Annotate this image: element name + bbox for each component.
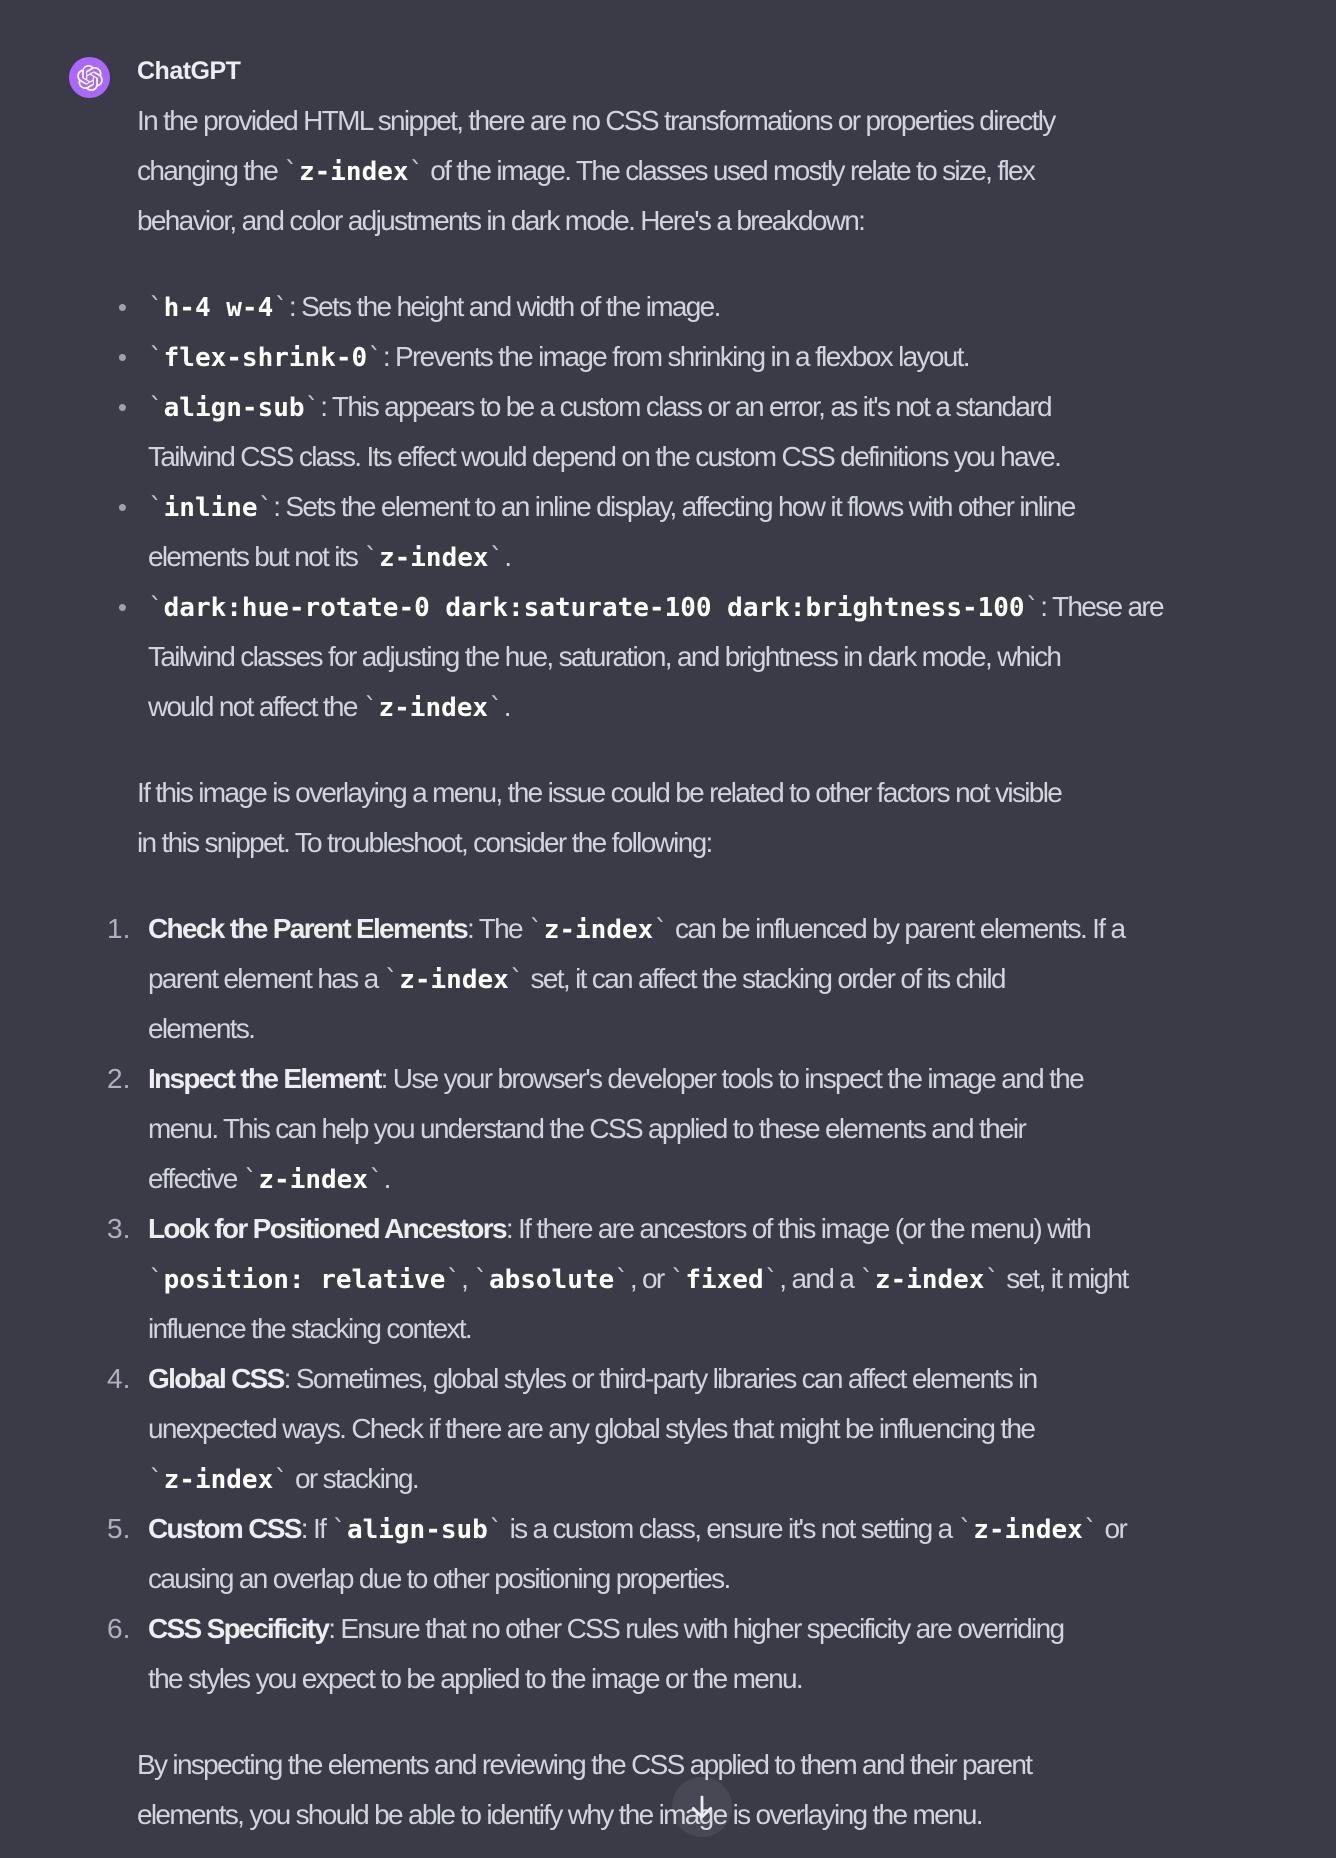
inline-code: `z-index` [283, 157, 425, 187]
message-line: changing the `z-index` of the image. The classes used mostly relate to size, flex [137, 155, 1035, 187]
message-line: By inspecting the elements and reviewing the CSS applied to them and their parent [137, 1749, 1032, 1780]
list-number: 6. [107, 1613, 131, 1644]
message-line: unexpected ways. Check if there are any global styles that might be influencing the [148, 1413, 1035, 1444]
bold-text: Global CSS [148, 1363, 284, 1394]
message-line: `position: relative`, `absolute`, or `fixed`, and a `z-index` set, it might [148, 1263, 1128, 1295]
message-line: `flex-shrink-0`: Prevents the image from shrinking in a flexbox layout. [148, 341, 969, 373]
bold-text: Inspect the Element [148, 1063, 381, 1094]
bullet-icon: • [117, 392, 127, 422]
bold-text: CSS Specificity [148, 1613, 329, 1644]
list-item [107, 1054, 1287, 1204]
list-item [107, 904, 1287, 1054]
inline-code: `z-index` [363, 543, 505, 573]
message-line: elements. [148, 1013, 255, 1044]
inline-code: `z-index` [242, 1165, 384, 1195]
inline-code: `position: relative` [148, 1265, 462, 1295]
chatgpt-avatar [69, 57, 110, 98]
message-line: If this image is overlaying a menu, the issue could be related to other factors not visible [137, 777, 1062, 808]
list-item [117, 482, 1287, 582]
inline-code: `z-index` [148, 1465, 289, 1495]
message-line: behavior, and color adjustments in dark mode. Here's a breakdown: [137, 205, 865, 236]
message-body [107, 96, 1287, 1840]
message-line: Check the Parent Elements: The `z-index` can be influenced by parent elements. If a [148, 913, 1125, 945]
inline-code: `flex-shrink-0` [148, 343, 383, 373]
inline-code: `align-sub` [331, 1515, 504, 1545]
message-line: Tailwind classes for adjusting the hue, saturation, and brightness in dark mode, which [148, 641, 1061, 672]
inline-code: `z-index` [859, 1265, 1001, 1295]
message-line: effective `z-index`. [148, 1163, 390, 1195]
inline-code: `z-index` [362, 693, 504, 723]
message-line: `dark:hue-rotate-0 dark:saturate-100 dark:brightness-100`: These are [148, 591, 1163, 623]
bullet-icon: • [117, 292, 127, 322]
bold-text: Custom CSS [148, 1513, 301, 1544]
inline-code: `align-sub` [148, 393, 321, 423]
bullet-icon: • [117, 342, 127, 372]
message-line: the styles you expect to be applied to the image or the menu. [148, 1663, 802, 1694]
list-item [117, 382, 1287, 482]
message-line: menu. This can help you understand the CSS applied to these elements and their [148, 1113, 1026, 1144]
message-line: causing an overlap due to other positioning properties. [148, 1563, 730, 1594]
list-number: 5. [107, 1513, 131, 1544]
message-line: `z-index` or stacking. [148, 1463, 419, 1495]
list-number: 2. [107, 1063, 131, 1094]
bullet-icon: • [117, 492, 127, 522]
inline-code: `z-index` [383, 965, 525, 995]
list-item [107, 1204, 1287, 1354]
message-line: Custom CSS: If `align-sub` is a custom class, ensure it's not setting a `z-index` or [148, 1513, 1127, 1545]
inline-code: `inline` [148, 493, 274, 523]
bold-text: Look for Positioned Ancestors [148, 1213, 506, 1244]
message-line: parent element has a `z-index` set, it can affect the stacking order of its child [148, 963, 1005, 995]
list-number: 3. [107, 1213, 131, 1244]
message-line: CSS Specificity: Ensure that no other CSS rules with higher specificity are overriding [148, 1613, 1064, 1644]
inline-code: `absolute` [473, 1265, 630, 1295]
message-line: In the provided HTML snippet, there are no CSS transformations or properties directly [137, 105, 1055, 136]
bold-text: Check the Parent Elements [148, 913, 468, 944]
inline-code: `dark:hue-rotate-0 dark:saturate-100 dark:brightness-100` [148, 593, 1041, 623]
list-item [117, 282, 1287, 332]
message-line: `inline`: Sets the element to an inline display, affecting how it flows with other inline [148, 491, 1075, 523]
message-line: Inspect the Element: Use your browser's developer tools to inspect the image and the [148, 1063, 1083, 1094]
list-item [107, 1504, 1287, 1604]
bullet-icon: • [117, 592, 127, 622]
bullet-list [117, 282, 1287, 732]
list-item [117, 582, 1287, 732]
paragraph [137, 96, 1287, 246]
paragraph [137, 768, 1287, 868]
message-line: would not affect the `z-index`. [148, 691, 510, 723]
message-line: influence the stacking context. [148, 1313, 472, 1344]
message-line: in this snippet. To troubleshoot, consider the following: [137, 827, 712, 858]
inline-code: `fixed` [669, 1265, 780, 1295]
list-number: 4. [107, 1363, 131, 1394]
list-item [117, 332, 1287, 382]
assistant-name: ChatGPT [137, 57, 241, 85]
message-line: Global CSS: Sometimes, global styles or third-party libraries can affect elements in [148, 1363, 1037, 1394]
list-item [107, 1604, 1287, 1704]
list-item [107, 1354, 1287, 1504]
message-line: elements, you should be able to identify why the image is overlaying the menu. [137, 1799, 982, 1830]
message-line: Tailwind CSS class. Its effect would depend on the custom CSS definitions you have. [148, 441, 1061, 472]
message-line: elements but not its `z-index`. [148, 541, 511, 573]
list-number: 1. [107, 913, 131, 944]
message-line: `align-sub`: This appears to be a custom class or an error, as it's not a standard [148, 391, 1051, 423]
inline-code: `z-index` [957, 1515, 1099, 1545]
message-line: Look for Positioned Ancestors: If there are ancestors of this image (or the menu) with [148, 1213, 1091, 1244]
scroll-to-bottom-button[interactable] [672, 1777, 732, 1837]
inline-code: `z-index` [528, 915, 669, 945]
down-arrow-icon [686, 1791, 718, 1823]
openai-logo-icon [77, 65, 103, 91]
message-line: `h-4 w-4`: Sets the height and width of the image. [148, 291, 720, 323]
numbered-list [107, 904, 1287, 1704]
inline-code: `h-4 w-4` [148, 293, 289, 323]
